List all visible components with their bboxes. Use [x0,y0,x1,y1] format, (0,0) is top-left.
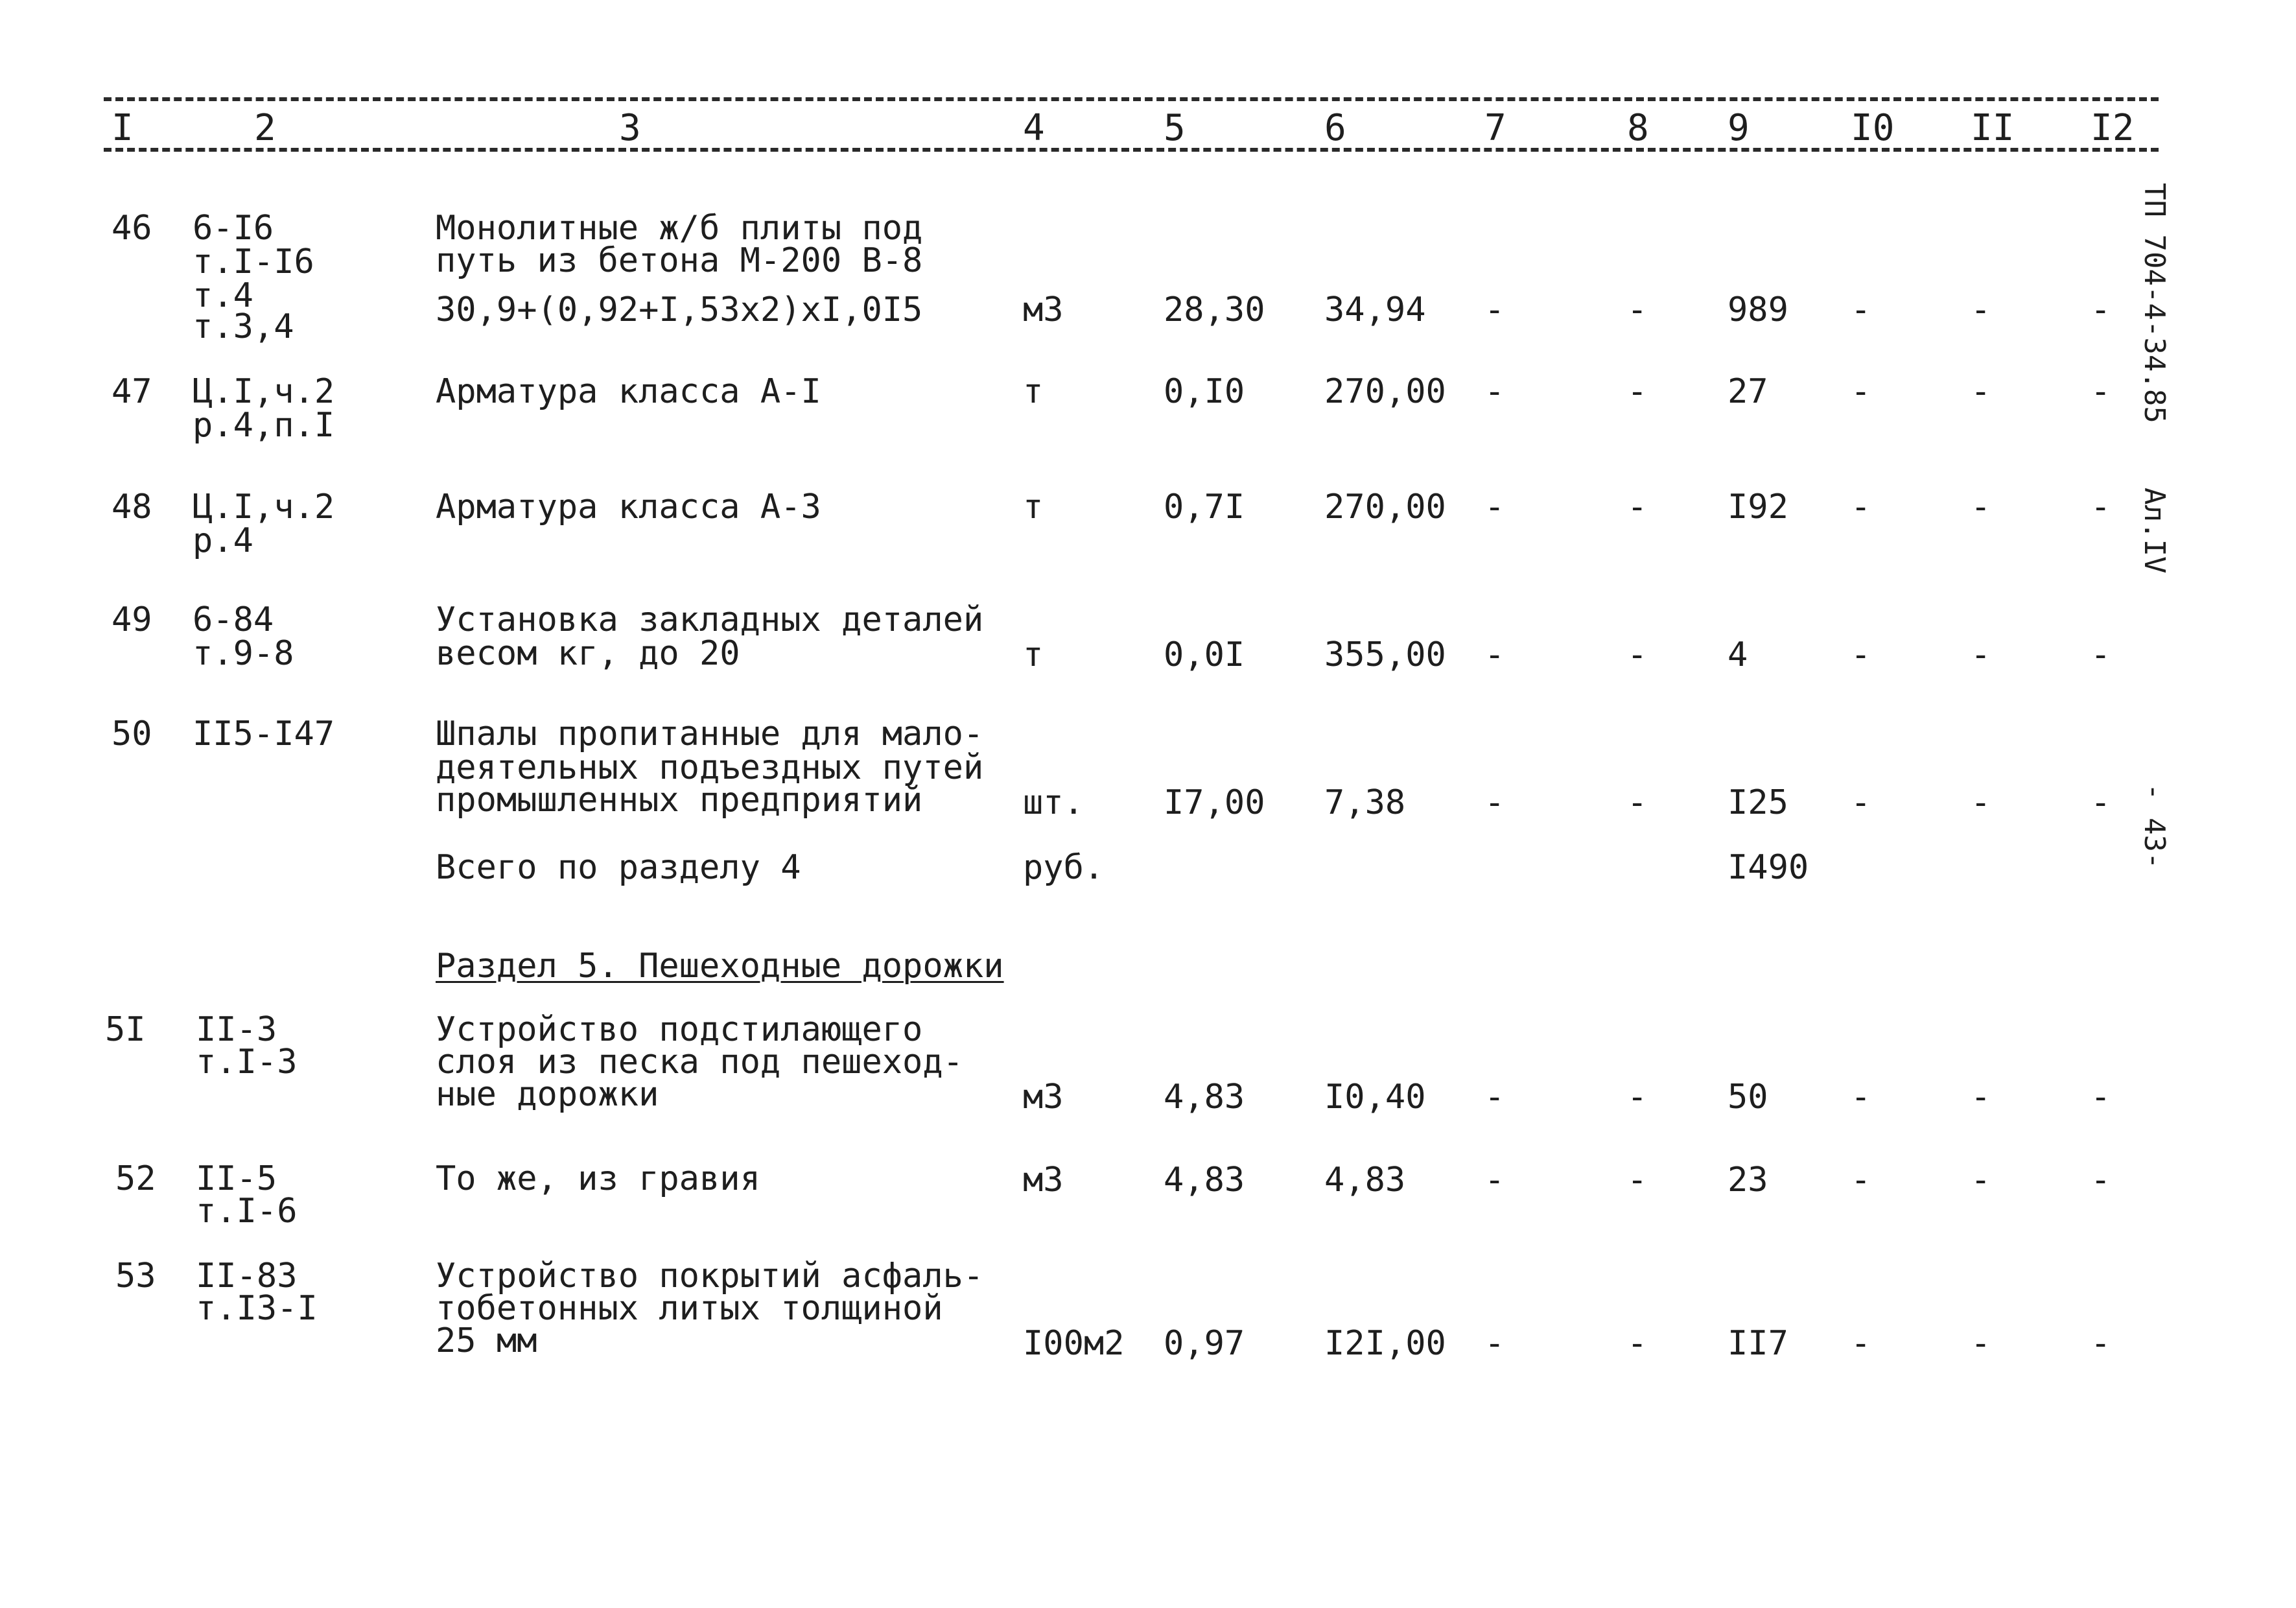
row-unit: I00м2 [1023,1324,1125,1363]
row-col7: - [1484,635,1505,674]
row-col7: - [1484,1161,1505,1200]
row-col12: - [2091,1161,2111,1200]
row-description: Монолитные ж/б плиты под [436,209,923,248]
row-col11: - [1971,1078,1991,1117]
row-col12: - [2091,290,2111,329]
row-quantity: I7,00 [1164,783,1265,822]
section-heading: Раздел 5. Пешеходные дорожки [436,947,1004,986]
col-header-8: 8 [1627,107,1649,149]
row-col12: - [2091,1078,2111,1117]
row-reference: II-83 [196,1257,298,1295]
row-col10: - [1851,1078,1871,1117]
row-description: тобетонных литых толщиной [436,1289,943,1328]
row-col10: - [1851,372,1871,411]
row-reference: т.9-8 [193,634,294,673]
row-col11: - [1971,372,1991,411]
row-reference: II-5 [196,1159,277,1198]
row-col11: - [1971,635,1991,674]
row-total: 23 [1728,1161,1768,1200]
row-col11: - [1971,1161,1991,1200]
row-unit: т [1023,635,1044,674]
row-col12: - [2091,1324,2111,1363]
row-col8: - [1627,1324,1648,1363]
row-total: I92 [1728,488,1788,526]
col-header-3: 3 [619,107,641,149]
row-col8: - [1627,372,1648,411]
row-col7: - [1484,1078,1505,1117]
row-total: I25 [1728,783,1788,822]
row-col11: - [1971,783,1991,822]
row-description: путь из бетона М-200 В-8 [436,241,923,280]
row-col10: - [1851,488,1871,526]
row-unit: м3 [1023,1161,1064,1200]
row-col10: - [1851,1324,1871,1363]
page-number: - 43- [2138,783,2171,869]
col-header-9: 9 [1728,107,1750,149]
col-header-12: I2 [2091,107,2135,149]
row-quantity: 4,83 [1164,1161,1245,1200]
row-total: 27 [1728,372,1768,411]
row-description: деятельных подъездных путей [436,748,984,787]
doc-code-stamp: ТП 704-4-34.85 [2138,183,2171,423]
row-unit-price: 355,00 [1324,635,1446,674]
row-description: Шпалы пропитанные для мало- [436,715,984,753]
row-reference: II-3 [196,1010,277,1049]
row-unit: шт. [1023,783,1084,822]
row-col11: - [1971,290,1991,329]
row-col12: - [2091,372,2111,411]
row-reference: 6-84 [193,600,274,639]
row-unit: т [1023,372,1044,411]
album-stamp: Ал.IV [2138,488,2171,574]
row-col12: - [2091,488,2111,526]
row-description: Устройство покрытий асфаль- [436,1257,984,1295]
col-header-5: 5 [1164,107,1186,149]
row-unit-price: I2I,00 [1324,1324,1446,1363]
row-description: То же, из гравия [436,1159,760,1198]
row-unit-price: 7,38 [1324,783,1406,822]
row-description: ные дорожки [436,1075,659,1114]
row-total: II7 [1728,1324,1788,1363]
row-unit-price: 34,94 [1324,290,1426,329]
row-number: 47 [111,372,152,411]
col-header-10: I0 [1851,107,1895,149]
row-reference: т.4 [193,276,253,315]
row-description: Устройство подстилающего [436,1010,923,1049]
row-reference: Ц.I,ч.2 [193,488,335,526]
row-unit-price: 270,00 [1324,372,1446,411]
row-col11: - [1971,1324,1991,1363]
row-description: Арматура класса А-3 [436,488,821,526]
row-reference: т.I-6 [196,1192,298,1231]
row-unit-price: I0,40 [1324,1078,1426,1117]
row-col12: - [2091,783,2111,822]
row-col11: - [1971,488,1991,526]
row-col7: - [1484,290,1505,329]
row-number: 5I [105,1010,146,1049]
row-col8: - [1627,1161,1648,1200]
row-number: 52 [115,1159,156,1198]
col-header-6: 6 [1324,107,1346,149]
row-quantity: 28,30 [1164,290,1265,329]
row-number: 50 [111,715,152,753]
row-number: 53 [115,1257,156,1295]
row-description: Установка закладных деталей [436,600,984,639]
header-top-rule [104,97,2159,101]
row-col10: - [1851,1161,1871,1200]
row-calculation: 30,9+(0,92+I,53x2)xI,0I5 [436,290,923,329]
col-header-11: II [1971,107,2015,149]
col-header-1: I [111,107,134,149]
row-unit-price: 270,00 [1324,488,1446,526]
row-col7: - [1484,783,1505,822]
col-header-7: 7 [1484,107,1506,149]
row-col7: - [1484,488,1505,526]
section-total-unit: руб. [1023,848,1105,887]
row-col7: - [1484,372,1505,411]
row-col8: - [1627,783,1648,822]
section-total-value: I490 [1728,848,1809,887]
row-col10: - [1851,635,1871,674]
row-col10: - [1851,290,1871,329]
row-quantity: 0,0I [1164,635,1245,674]
row-description: промышленных предприятий [436,781,923,820]
row-col8: - [1627,635,1648,674]
row-quantity: 0,97 [1164,1324,1245,1363]
row-reference: р.4 [193,521,253,560]
row-reference: 6-I6 [193,209,274,248]
col-header-2: 2 [254,107,276,149]
row-number: 46 [111,209,152,248]
row-quantity: 0,7I [1164,488,1245,526]
row-unit: т [1023,488,1044,526]
row-description: 25 мм [436,1321,537,1360]
row-col7: - [1484,1324,1505,1363]
row-reference: р.4,п.I [193,406,335,445]
row-reference: т.I-3 [196,1043,298,1082]
row-number: 48 [111,488,152,526]
row-col10: - [1851,783,1871,822]
row-unit: м3 [1023,290,1064,329]
row-description: Арматура класса А-I [436,372,821,411]
row-total: 4 [1728,635,1748,674]
row-unit: м3 [1023,1078,1064,1117]
row-total: 50 [1728,1078,1768,1117]
row-col8: - [1627,488,1648,526]
row-description: слоя из песка под пешеход- [436,1043,963,1082]
row-reference: II5-I47 [193,715,335,753]
row-number: 49 [111,600,152,639]
row-reference: Ц.I,ч.2 [193,372,335,411]
row-reference: т.I-I6 [193,242,314,281]
row-total: 989 [1728,290,1788,329]
row-col8: - [1627,290,1648,329]
row-description: весом кг, до 20 [436,634,740,673]
row-unit-price: 4,83 [1324,1161,1406,1200]
row-quantity: 4,83 [1164,1078,1245,1117]
row-quantity: 0,I0 [1164,372,1245,411]
row-col8: - [1627,1078,1648,1117]
col-header-4: 4 [1023,107,1045,149]
section-total-label: Всего по разделу 4 [436,848,801,887]
row-reference: т.3,4 [193,307,294,346]
row-reference: т.I3-I [196,1289,318,1328]
row-col12: - [2091,635,2111,674]
